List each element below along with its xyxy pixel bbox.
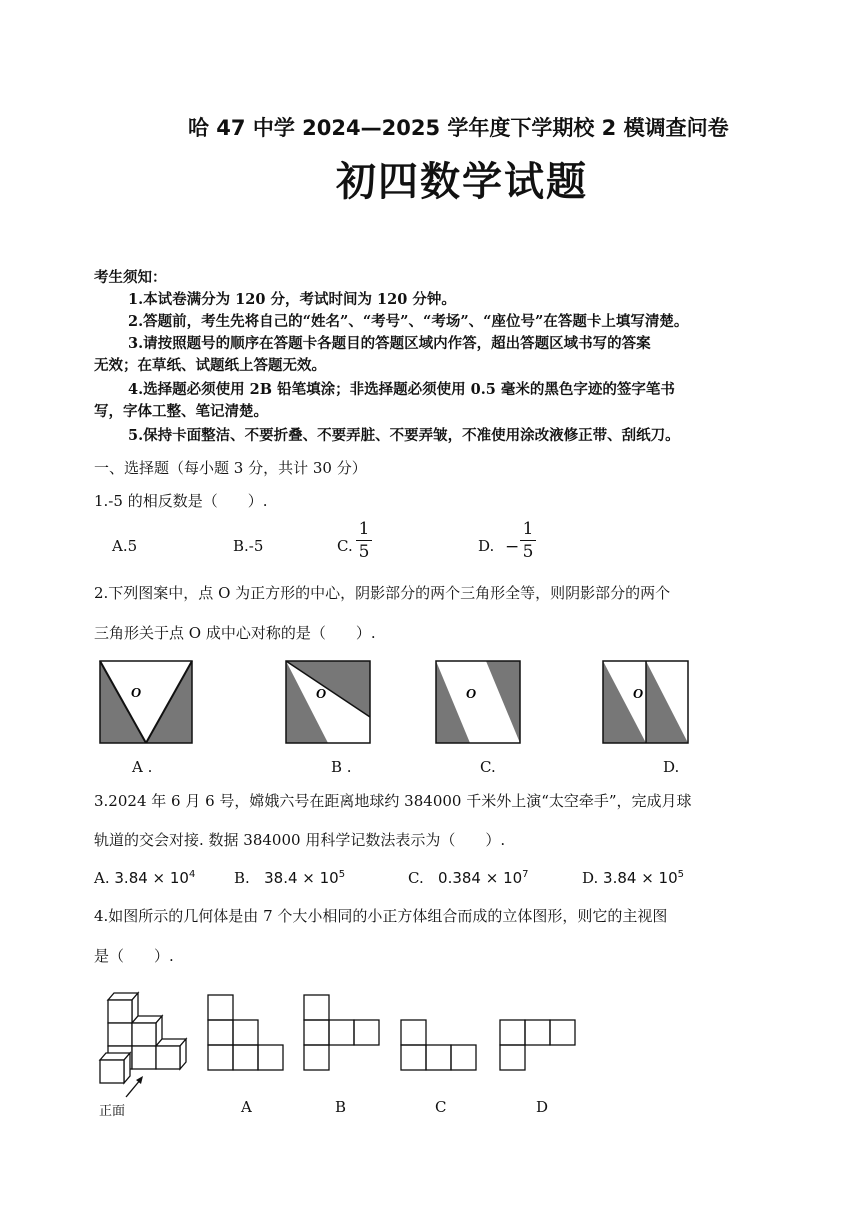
q3-stem-line2: 轨道的交会对接. 数据 384000 用科学记数法表示为（ ）. [94,831,506,849]
shaded-triangle [486,661,520,743]
q3-option-c [408,869,529,887]
cube-front-face [100,1060,124,1083]
q1-option-c-prefix: C. [337,537,353,555]
q3-option-d [582,869,684,887]
q2-stem-line1: 2.下列图案中，点 O 为正方形的中心，阴影部分的两个三角形全等，则阴影部分的两个 [94,584,671,602]
fraction-bar [356,540,372,541]
option-value: 3.84 × 10 [603,869,678,887]
q2-figure-a [100,661,192,743]
q3-stem-line1: 3.2024 年 6 月 6 号，嫦娥六号在距离地球约 384000 千米外上演“太空牵手”，完成月球 [94,792,692,810]
notice-item-2: 2.答题前，考生先将自己的“姓名”、“考号”、“考场”、“座位号”在答题卡上填写清楚。 [128,313,689,330]
notice-heading: 考生须知： [94,269,167,286]
q2-label-a: A . [132,758,153,776]
option-prefix: B. [234,869,250,887]
cube-front-face [156,1046,180,1069]
shaded-triangle [436,661,470,743]
center-point-label: O [316,687,327,702]
fraction-numerator: 1 [522,519,534,539]
option-exponent: 5 [677,869,685,880]
q2-figure-d [603,661,688,743]
option-prefix: C. [408,869,424,887]
q1-stem: 1.-5 的相反数是（ ）. [94,492,268,510]
q1-option-d-sign: − [505,537,520,557]
center-point-label: O [466,687,477,702]
notice-item-3-line1: 3.请按照题号的顺序在答题卡各题目的答题区域内作答，超出答题区域书写的答案 [128,335,651,352]
option-value: 3.84 × 10 [114,869,189,887]
option-exponent: 5 [338,869,346,880]
q4-stem-line1: 4.如图所示的几何体是由 7 个大小相同的小正方体组合而成的立体图形，则它的主视图 [94,907,668,925]
q4-label-c: C [435,1098,447,1116]
q4-figures [0,985,860,1125]
center-point-label: O [131,686,142,701]
q4-label-a: A [241,1098,252,1116]
q1-option-c-fraction [356,519,372,562]
option-exponent: 4 [188,869,196,880]
exam-subtitle: 哈 47 中学 2024—2025 学年度下学期校 2 模调查问卷 [188,116,729,140]
q4-option-c-figure [401,1020,476,1070]
q4-option-a-figure [208,995,283,1070]
q1-option-d-prefix: D. [478,537,495,555]
q1-option-a: A.5 [112,537,138,555]
option-value: 38.4 × 10 [264,869,339,887]
notice-item-1: 1.本试卷满分为 120 分，考试时间为 120 分钟。 [128,291,456,308]
notice-item-3-line2: 无效；在草纸、试题纸上答题无效。 [94,357,326,374]
q4-front-label: 正面 [99,1104,126,1119]
q4-stem-line2: 是（ ）. [94,947,174,965]
cube-front-face [108,1023,132,1046]
q4-label-d: D [536,1098,549,1116]
q4-label-b: B [335,1098,347,1116]
q1-option-d-fraction [520,519,536,562]
q4-option-d-figure [500,1020,575,1070]
fraction-denominator: 5 [358,542,370,562]
shaded-triangle [646,661,688,743]
q2-figure-c [436,661,520,743]
fraction-numerator: 1 [358,519,370,539]
front-arrow-icon [126,1076,143,1097]
q2-figure-b [286,661,370,743]
notice-item-4-line2: 写，字体工整、笔记清楚。 [94,403,268,420]
fraction-bar [520,540,536,541]
q1-option-b: B.-5 [233,537,264,555]
q3-option-a [94,869,195,887]
q3-option-b [234,869,345,887]
center-point-label: O [633,687,644,702]
option-exponent: 7 [522,869,529,880]
cube-front-face [132,1023,156,1046]
exam-title: 初四数学试题 [336,159,588,205]
q2-label-c: C. [480,758,496,776]
q2-figures [0,655,860,775]
notice-item-4-line1: 4.选择题必须使用 2B 铅笔填涂；非选择题必须使用 0.5 毫米的黑色字迹的签字笔书 [128,381,675,398]
shaded-triangle [603,661,646,743]
option-prefix: A. [94,869,110,887]
option-value: 0.384 × 10 [438,869,523,887]
q2-label-b: B . [331,758,352,776]
section-heading: 一、选择题（每小题 3 分，共计 30 分） [94,459,367,477]
q2-label-d: D. [663,758,680,776]
q4-option-b-figure [304,995,379,1070]
cube-front-face [132,1046,156,1069]
q4-solid-figure [100,993,186,1083]
q2-stem-line2: 三角形关于点 O 成中心对称的是（ ）. [94,624,376,642]
cube-front-face [108,1000,132,1023]
fraction-denominator: 5 [522,542,534,562]
notice-item-5: 5.保持卡面整洁、不要折叠、不要弄脏、不要弄皱，不准使用涂改液修正带、刮纸刀。 [128,427,680,444]
option-prefix: D. [582,869,599,887]
